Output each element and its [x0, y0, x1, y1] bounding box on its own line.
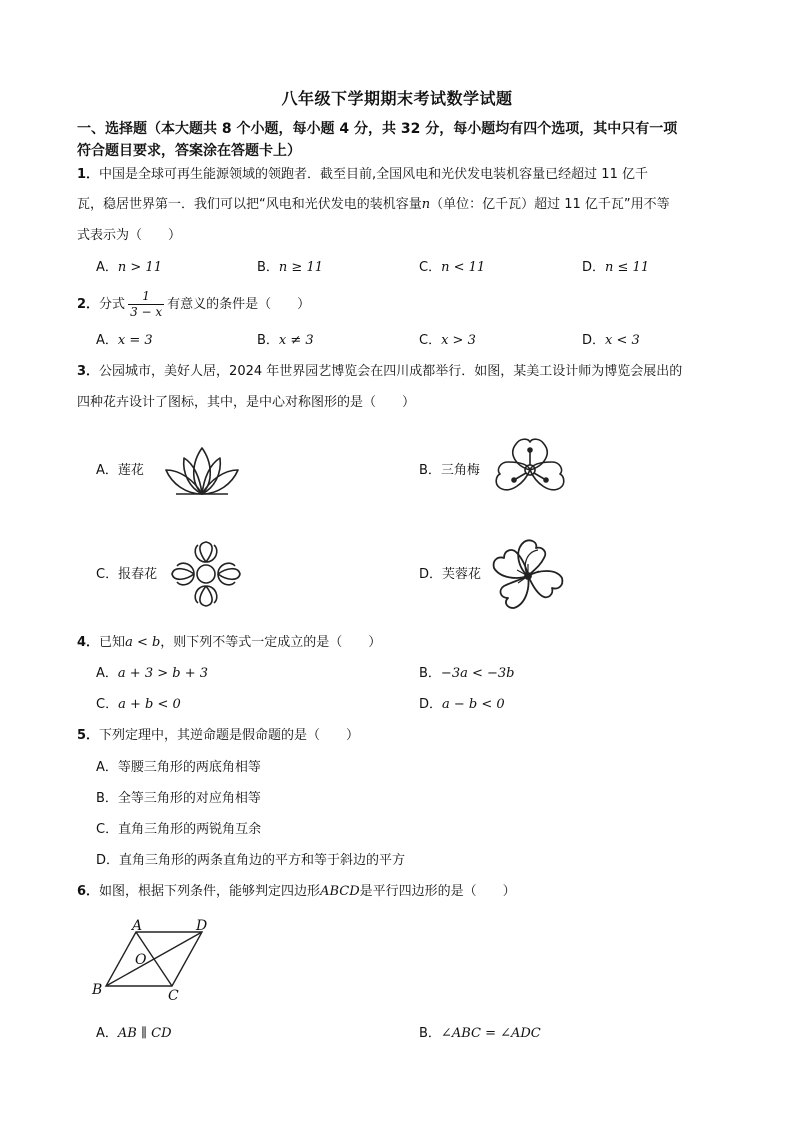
option-label: A． — [96, 1026, 118, 1041]
q1-text-line2a: 瓦，稳居世界第一．我们可以把“风电和光伏发电的装机容量 — [77, 197, 422, 212]
option-expr: x ≠ 3 — [278, 333, 314, 348]
q1-number: 1． — [77, 167, 100, 182]
option-label: A． — [96, 463, 118, 478]
q5-line — [77, 727, 359, 745]
option-expr: a − b < 0 — [442, 697, 505, 712]
parallelogram-figure — [90, 914, 220, 1002]
vertex-label-a: A — [132, 918, 143, 934]
section-heading-line1: 一、选择题（本大题共 8 个小题，每小题 4 分，共 32 分，每小题均有四个选项，其中只有一项 — [77, 121, 678, 137]
option-label: D． — [582, 260, 606, 275]
option-expr: a + b < 0 — [118, 697, 181, 712]
q2-prefix: 分式 — [99, 297, 126, 312]
q3-text-line1: 公园城市，美好人居，2024 年世界园艺博览会在四川成都举行．如图，某美工设计师为博览会展出的 — [99, 364, 683, 379]
option-label: B． — [419, 463, 441, 478]
option-label: C． — [96, 822, 119, 837]
q6-prefix: 如图，根据下列条件，能够判定四边形 — [99, 884, 321, 899]
option-expr: AB ∥ CD — [117, 1026, 172, 1041]
option-text: 报春花 — [118, 567, 158, 582]
option-expr: x > 3 — [441, 333, 476, 348]
option-expr: x = 3 — [117, 333, 153, 348]
option-label: C． — [419, 333, 442, 348]
q2-suffix: 有意义的条件是（ ） — [167, 297, 311, 312]
q2-fraction — [128, 289, 164, 320]
center-label-o: O — [135, 952, 147, 968]
section-heading — [77, 118, 757, 162]
fraction-numerator: 1 — [128, 289, 164, 305]
option-label: B． — [419, 1026, 441, 1041]
q3-option-b[interactable] — [419, 462, 480, 480]
q6-option-a[interactable] — [96, 1025, 172, 1043]
q3-option-a[interactable] — [96, 462, 144, 480]
section-heading-line2: 符合题目要求，答案涂在答题卡上） — [77, 143, 301, 159]
q6-line — [77, 883, 516, 901]
vertex-label-d: D — [196, 918, 208, 934]
option-label: D． — [419, 567, 443, 582]
q1-option-a[interactable] — [96, 259, 162, 277]
option-text: 莲花 — [117, 463, 144, 478]
primrose-icon — [170, 540, 242, 608]
option-text: 全等三角形的对应角相等 — [117, 791, 261, 806]
option-text: 等腰三角形的两底角相等 — [117, 760, 261, 775]
q2-line — [77, 288, 310, 322]
option-label: B． — [257, 260, 279, 275]
option-expr: n < 11 — [441, 260, 486, 275]
q5-option-d[interactable] — [96, 852, 405, 870]
option-text: 直角三角形的两锐角互余 — [118, 822, 262, 837]
q4-option-c[interactable] — [96, 696, 181, 714]
q2-option-b[interactable] — [257, 332, 314, 350]
option-label: A． — [96, 260, 118, 275]
option-expr: n ≤ 11 — [605, 260, 650, 275]
q5-option-a[interactable] — [96, 759, 261, 777]
q3-line2: 四种花卉设计了图标，其中，是中心对称图形的是（ ） — [77, 395, 416, 410]
q1-line3: 式表示为（ ） — [77, 228, 182, 243]
q4-prefix: 已知 — [99, 635, 126, 650]
q4-suffix: ，则下列不等式一定成立的是（ ） — [160, 635, 382, 650]
q4-line — [77, 634, 381, 652]
option-expr: x < 3 — [605, 333, 640, 348]
q3-number: 3． — [77, 364, 100, 379]
q6-number: 6． — [77, 884, 100, 899]
q6-suffix: 是平行四边形的是（ ） — [359, 884, 516, 899]
option-label: D． — [582, 333, 606, 348]
q1-text-line2b: （单位：亿千瓦）超过 11 亿千瓦”用不等 — [430, 197, 670, 212]
option-label: B． — [257, 333, 279, 348]
q1-line1 — [77, 166, 648, 184]
q5-number: 5． — [77, 728, 100, 743]
option-label: B． — [419, 666, 441, 681]
q5-option-c[interactable] — [96, 821, 261, 839]
q1-option-d[interactable] — [582, 259, 649, 277]
option-text: 三角梅 — [440, 463, 480, 478]
q6-option-b[interactable] — [419, 1025, 541, 1043]
lotus-icon — [160, 444, 244, 498]
q4-number: 4． — [77, 635, 100, 650]
option-label: A． — [96, 333, 118, 348]
option-expr: n ≥ 11 — [278, 260, 323, 275]
option-label: C． — [96, 697, 119, 712]
q5-option-b[interactable] — [96, 790, 261, 808]
bougainvillea-icon — [494, 436, 566, 502]
q3-option-d[interactable] — [419, 566, 481, 584]
fraction-denominator: 3 − x — [130, 305, 163, 319]
q2-number: 2． — [77, 297, 100, 312]
option-expr: n > 11 — [117, 260, 162, 275]
vertex-label-c: C — [168, 988, 179, 1002]
option-label: D． — [419, 697, 443, 712]
vertex-label-b: B — [92, 982, 103, 998]
q1-variable: n — [421, 197, 431, 212]
q4-option-d[interactable] — [419, 696, 505, 714]
hibiscus-icon — [490, 538, 566, 612]
q5-text: 下列定理中，其逆命题是假命题的是（ ） — [99, 728, 360, 743]
option-expr: a + 3 > b + 3 — [117, 666, 208, 681]
q2-option-c[interactable] — [419, 332, 476, 350]
q4-option-b[interactable] — [419, 665, 514, 683]
q6-shape: ABCD — [320, 884, 360, 899]
page-title: 八年级下学期期末考试数学试题 — [281, 89, 513, 108]
option-text: 芙蓉花 — [442, 567, 482, 582]
q1-option-c[interactable] — [419, 259, 485, 277]
option-text: 直角三角形的两条直角边的平方和等于斜边的平方 — [119, 853, 406, 868]
option-label: B． — [96, 791, 118, 806]
option-label: C． — [419, 260, 442, 275]
q4-option-a[interactable] — [96, 665, 208, 683]
q1-text-line1: 中国是全球可再生能源领域的领跑者．截至目前,全国风电和光伏发电装机容量已经超过 11 亿千 — [99, 167, 648, 182]
option-expr: ∠ABC = ∠ADC — [440, 1026, 541, 1041]
option-label: A． — [96, 666, 118, 681]
q4-condition: a < b — [125, 635, 161, 650]
q3-option-c[interactable] — [96, 566, 157, 584]
option-label: D． — [96, 853, 120, 868]
q1-line2 — [77, 196, 670, 214]
q2-option-a[interactable] — [96, 332, 153, 350]
q1-option-b[interactable] — [257, 259, 323, 277]
option-label: C． — [96, 567, 119, 582]
option-label: A． — [96, 760, 118, 775]
q3-line1 — [77, 363, 682, 381]
option-expr: −3a < −3b — [440, 666, 515, 681]
q2-option-d[interactable] — [582, 332, 640, 350]
